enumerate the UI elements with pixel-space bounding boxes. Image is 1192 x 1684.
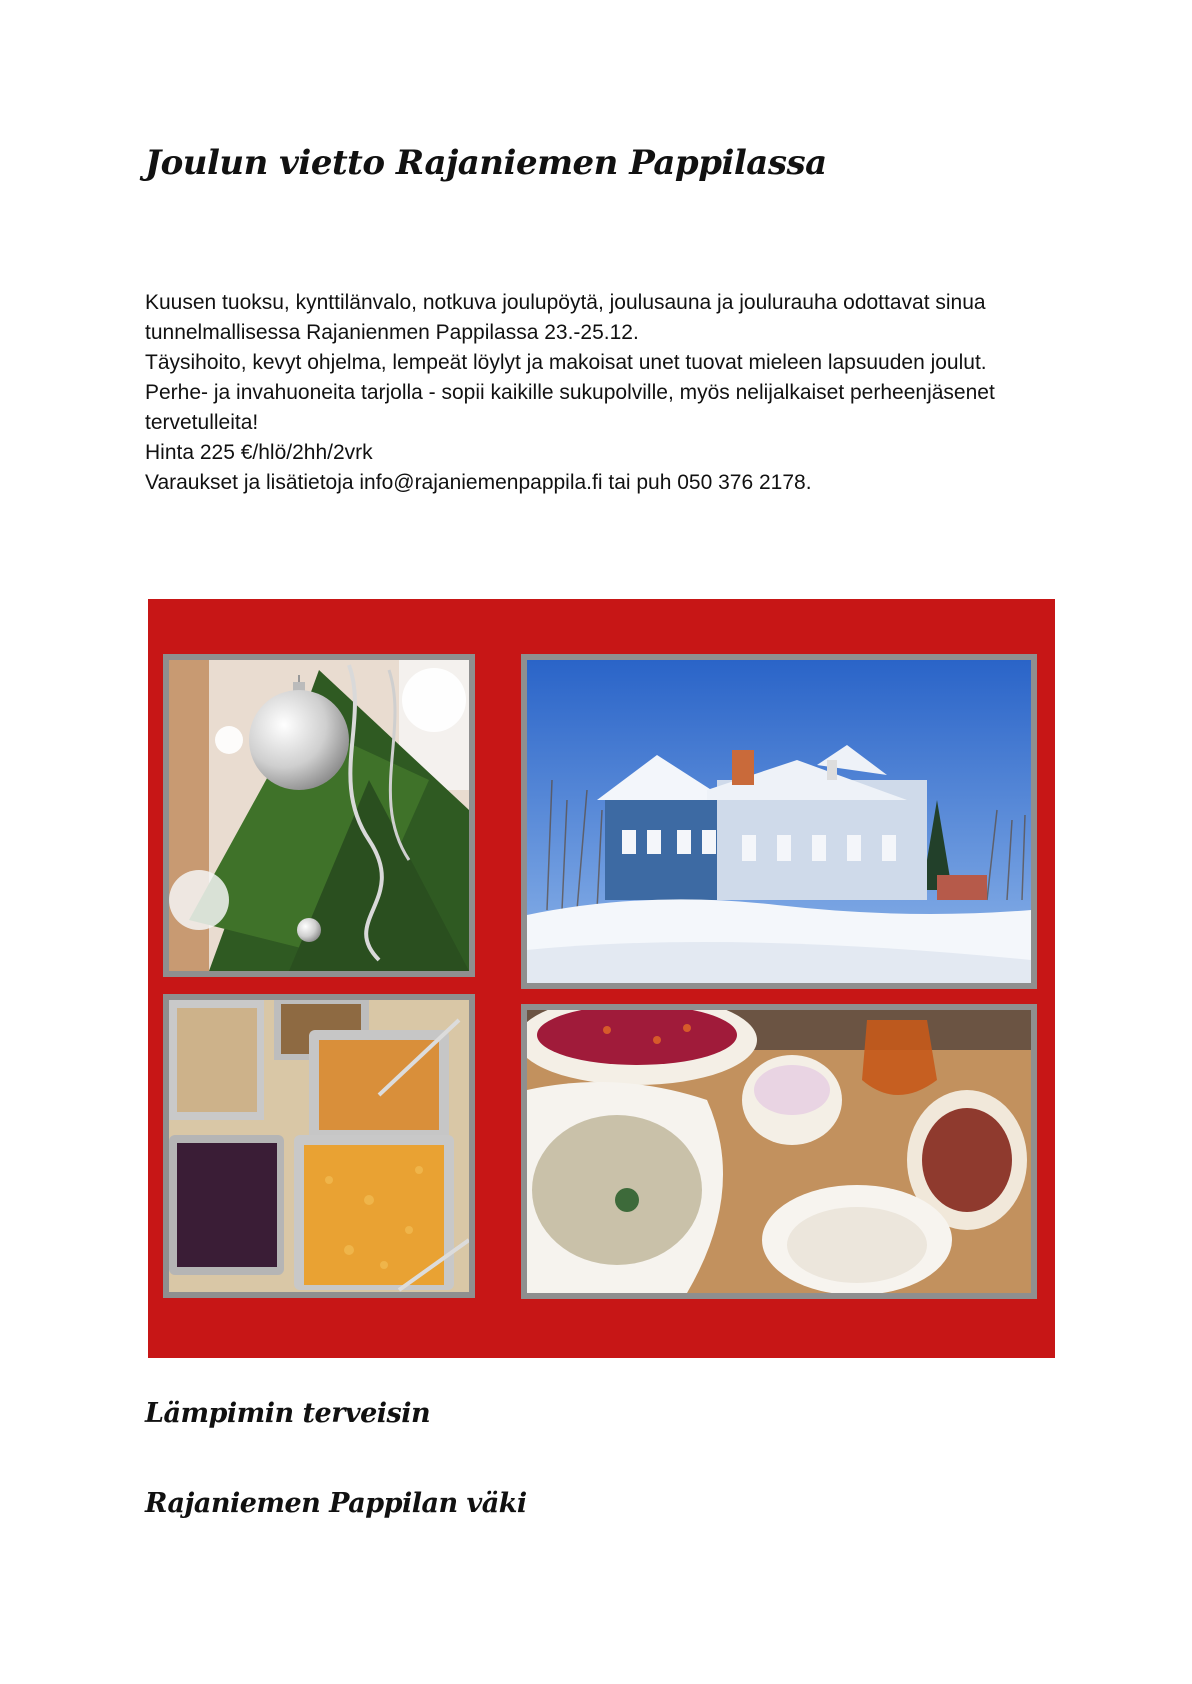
salad-table-photo bbox=[521, 1004, 1037, 1299]
paragraph-intro: Kuusen tuoksu, kynttilänvalo, notkuva joulupöytä, joulusauna ja joulurauha odottavat sinua tunnelmallisessa Rajanienmen Pappilassa 23.-25.12. bbox=[145, 291, 986, 344]
casseroles-photo bbox=[163, 994, 475, 1298]
paragraph-rooms: Perhe- ja invahuoneita tarjolla - sopii kaikille sukupolville, myös nelijalkaiset perheenjäsenet tervetulleita! bbox=[145, 381, 995, 434]
paragraph-booking: Varaukset ja lisätietoja info@rajaniemenpappila.fi tai puh 050 376 2178. bbox=[145, 471, 812, 494]
photo-collage bbox=[148, 599, 1055, 1358]
paragraph-services: Täysihoito, kevyt ohjelma, lempeät löylyt ja makoisat unet tuovat mieleen lapsuuden joulut. bbox=[145, 351, 987, 374]
closing-signature: Rajaniemen Pappilan väki bbox=[145, 1488, 527, 1519]
closing-greeting: Lämpimin terveisin bbox=[145, 1398, 431, 1429]
parsonage-house-photo bbox=[521, 654, 1037, 989]
paragraph-price: Hinta 225 €/hlö/2hh/2vrk bbox=[145, 441, 373, 464]
christmas-tree-photo bbox=[163, 654, 475, 977]
invitation-text bbox=[145, 288, 1045, 498]
page-title: Joulun vietto Rajaniemen Pappilassa bbox=[145, 143, 827, 183]
